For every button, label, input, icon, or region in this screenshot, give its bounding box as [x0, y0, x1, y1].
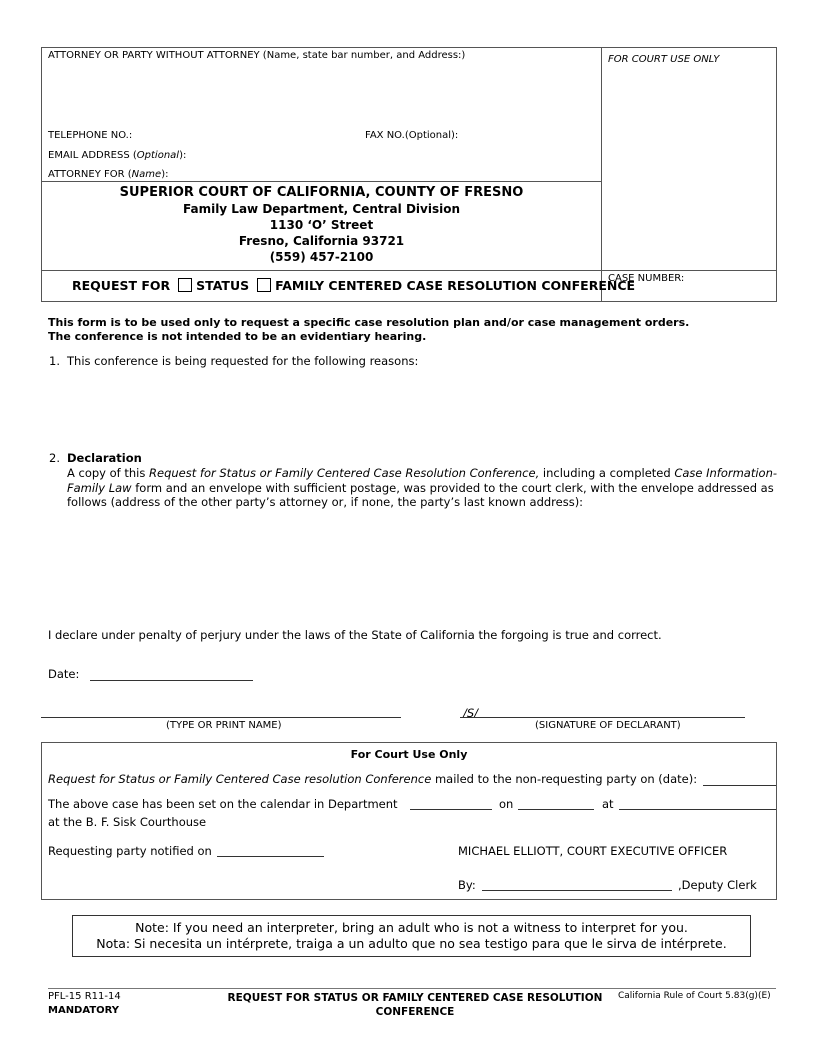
title-row-divider [41, 270, 777, 271]
court-address-block [41, 185, 602, 265]
intro-line-2: The conference is not intended to be an evidentiary hearing. [48, 330, 427, 343]
date-label: Date: [48, 667, 80, 681]
declaration-text: A copy of this Request for Status or Family Centered Case Resolution Conference, including a completed Case Information-Family Law form and an envelope with sufficient postage, was provided to the court clerk, with the envelope addressed as follows (address of the other party’s attorney or, if none, the party’s last known address): [67, 466, 778, 509]
mandatory-label: MANDATORY [48, 1005, 120, 1016]
signature-prefix: /S/ [463, 706, 479, 720]
executive-officer: MICHAEL ELLIOTT, COURT EXECUTIVE OFFICER [458, 844, 728, 858]
case-number-label: CASE NUMBER: [608, 273, 685, 284]
attorney-for-label: ATTORNEY FOR (Name): [48, 169, 169, 180]
court-name: SUPERIOR COURT OF CALIFORNIA, COUNTY OF FRESNO [119, 185, 524, 200]
print-name-field[interactable] [41, 717, 401, 718]
footer-title-line-1: REQUEST FOR STATUS OR FAMILY CENTERED CASE RESOLUTION [227, 992, 603, 1004]
email-label: EMAIL ADDRESS (Optional): [48, 150, 187, 161]
court-use-only-label: FOR COURT USE ONLY [608, 54, 720, 65]
court-use-title: For Court Use Only [350, 748, 468, 761]
on-date-field[interactable] [518, 809, 594, 810]
request-for-label: REQUEST FOR [72, 278, 171, 293]
status-checkbox[interactable] [178, 278, 192, 292]
date-field[interactable] [90, 680, 253, 681]
telephone-label: TELEPHONE NO.: [48, 130, 133, 141]
court-street: 1130 ‘O’ Street [269, 218, 374, 232]
request-title-row [72, 278, 635, 293]
notified-label: Requesting party notified on [48, 844, 212, 858]
on-label: on [499, 797, 514, 811]
interpreter-note-spanish: Nota: Si necesita un intérprete, traiga a un adulto que no sea testigo para que le sirva de intérprete. [96, 936, 727, 951]
interpreter-note-box [72, 915, 751, 957]
item-2-number: 2. [49, 451, 60, 465]
item-1-text: This conference is being requested for the following reasons: [67, 354, 419, 368]
footer-title-line-2: CONFERENCE [375, 1006, 455, 1018]
status-label: STATUS [196, 278, 250, 293]
deputy-clerk-field[interactable] [482, 890, 672, 891]
family-centered-checkbox[interactable] [257, 278, 271, 292]
intro-line-1: This form is to be used only to request a specific case resolution plan and/or case management orders. [48, 316, 690, 329]
mailed-statement: Request for Status or Family Centered Case resolution Conference mailed to the non-requesting party on (date): [48, 772, 698, 786]
notified-date-field[interactable] [217, 856, 324, 857]
rule-of-court: California Rule of Court 5.83(g)(E) [618, 991, 771, 1001]
court-city: Fresno, California 93721 [238, 234, 405, 248]
family-centered-label: FAMILY CENTERED CASE RESOLUTION CONFERENCE [275, 278, 636, 293]
perjury-statement: I declare under penalty of perjury under the laws of the State of California the forgoing is true and correct. [48, 628, 662, 642]
courthouse-label: at the B. F. Sisk Courthouse [48, 815, 207, 829]
footer-title [220, 991, 610, 1019]
court-phone: (559) 457-2100 [269, 250, 374, 264]
at-label: at [602, 797, 614, 811]
fax-label: FAX NO.(Optional): [365, 130, 459, 141]
by-label: By: [458, 878, 476, 892]
court-name-divider [41, 181, 602, 182]
attorney-label: ATTORNEY OR PARTY WITHOUT ATTORNEY (Name, state bar number, and Address:) [48, 50, 466, 61]
signature-caption: (SIGNATURE OF DECLARANT) [535, 720, 681, 731]
department-field[interactable] [410, 809, 492, 810]
item-1-number: 1. [49, 354, 60, 368]
at-time-field[interactable] [619, 809, 776, 810]
court-department: Family Law Department, Central Division [182, 202, 460, 216]
declaration-heading: Declaration [67, 451, 142, 465]
signature-field[interactable] [460, 717, 745, 718]
mailed-date-field[interactable] [703, 785, 776, 786]
type-name-caption: (TYPE OR PRINT NAME) [166, 720, 282, 731]
deputy-clerk-label: ,Deputy Clerk [678, 878, 757, 892]
form-id: PFL-15 R11-14 [48, 991, 121, 1002]
footer-rule [48, 988, 776, 989]
interpreter-note-english: Note: If you need an interpreter, bring an adult who is not a witness to interpret for you. [135, 920, 688, 935]
calendar-statement: The above case has been set on the calendar in Department [48, 797, 398, 811]
